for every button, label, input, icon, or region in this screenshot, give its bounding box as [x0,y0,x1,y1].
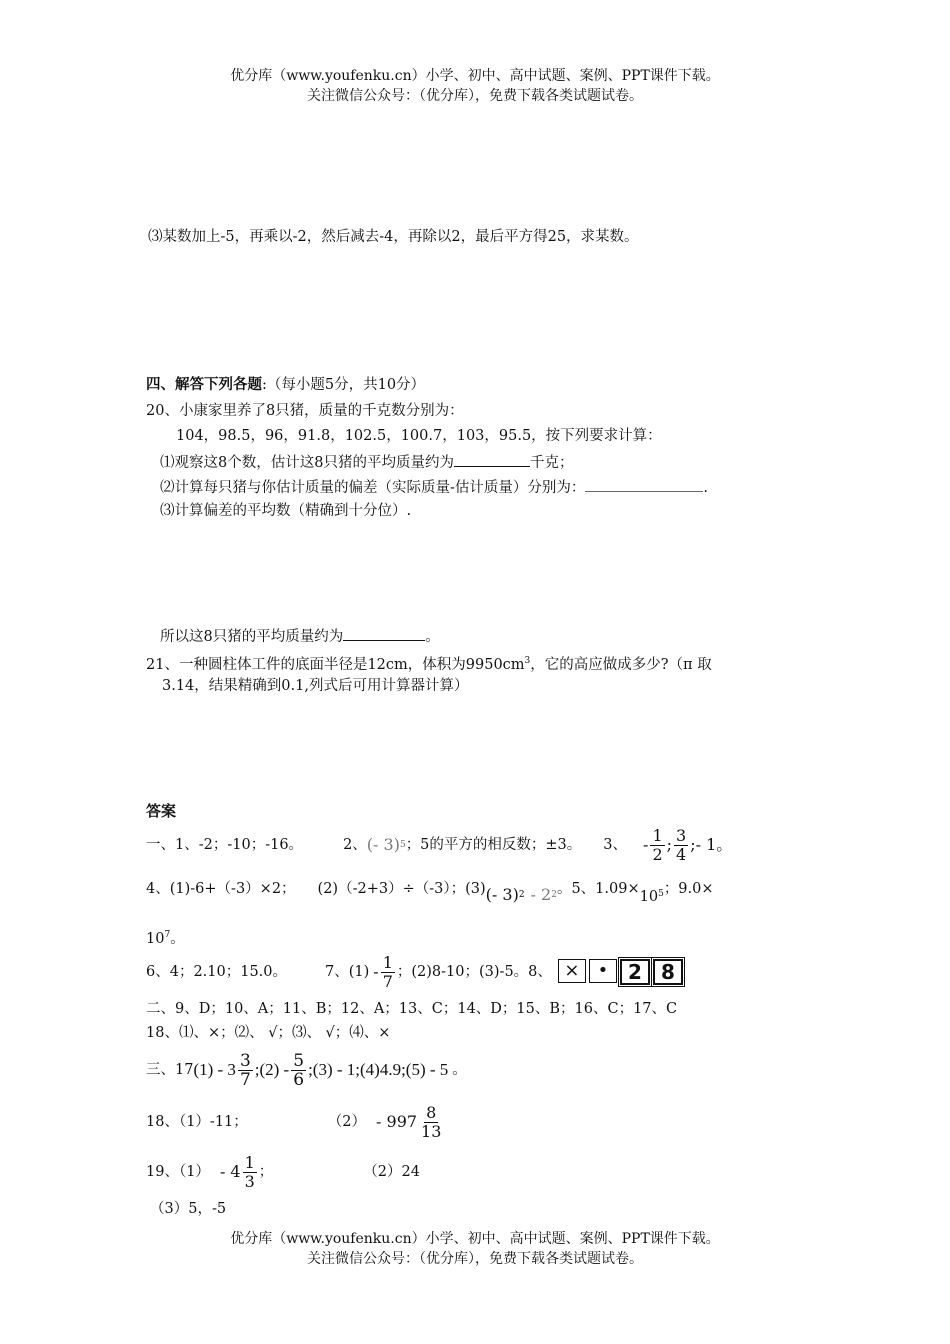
ans1-part-c: ；5的平方的相反数；±3。 [405,837,582,853]
answers-row-8 [146,1100,445,1144]
ans4-f-den: 7 [382,971,393,991]
q20-part-3: ⑶计算偏差的平均数（精确到十分位）. [160,503,412,519]
q20-stem: 20、小康家里养了8只猪，质量的千克数分别为： [146,403,464,419]
ans7-part-a: 三、17 [146,1062,194,1078]
header-line-2: 关注微信公众号：（优分库），免费下载各类试题试卷。 [307,88,643,104]
ans8-f-num: 8 [426,1102,437,1122]
ans4-part-a: 6、4；2.10；15.0。 [146,964,288,980]
q21-cube-sup: 3 [524,656,531,666]
ans9-f-den: 3 [244,1171,255,1191]
ans1-part-a: 一、1、-2；-10；-16。 [146,837,304,853]
ans1-f1-den: 2 [652,844,663,864]
answers-title: 答案 [146,802,177,820]
ans9-part-c: ； [258,1164,274,1180]
section-4-title: 四、解答下列各题 [146,376,262,393]
q21-line-2: 3.14，结果精确到0.1,列式后可用计算器计算） [162,678,469,694]
section-4-heading [146,374,425,396]
header-line-1: 优分库（www.youfenku.cn）小学、初中、高中试题、案例、PPT课件下载。 [230,68,720,84]
q20-part-2 [160,475,708,499]
q20-part-1-text: ⑴观察这8个数，估计这8只猪的平均质量约为 [160,455,454,471]
q20-part-1-unit: 千克； [529,455,574,471]
ans8-f-den: 13 [421,1121,442,1141]
ans9-part-a: 19、（1） [146,1164,210,1180]
ans4-fraction [381,954,395,991]
ans7-f2-num: 5 [293,1050,305,1071]
ans9-f-num: 1 [244,1152,255,1172]
ans1-part-b: 2、 [343,837,367,853]
ans2-part-c: 。5、1.09× [556,881,640,897]
q20-part-1-answer-blank[interactable] [454,450,530,467]
ans1-expr: (- 3) [366,835,400,854]
answers-row-5: 二、9、D；10、A；11、B；12、A；13、C；14、D；15、B；16、C；17、C [146,1001,678,1017]
ans7-part-d: ;(3) - 1;(4)4.9;(5) - 5 [308,1060,449,1079]
answers-row-3 [146,924,185,950]
ans3-base: 10 [146,930,165,947]
ans2-part-b: (2)（-2+3）÷（-3）；(3) [317,881,486,897]
ans1-f2-den: 4 [676,844,687,864]
ans2-expr-1-sup: 2 [518,890,525,900]
q20-part-2-text: ⑵计算每只猪与你估计质量的偏差（实际质量-估计质量）分别为： [160,480,586,496]
q20-part-2-answer-blank[interactable] [585,475,703,492]
q20-conclusion-end: 。 [425,629,440,645]
ans2-expr-2: - 2 [530,885,552,904]
ans9-fraction [243,1154,257,1191]
symbol-box-dot: • [589,959,617,983]
symbol-box-8: 8 [653,959,683,985]
ans8-part-c: - 997 [376,1112,418,1131]
answers-row-10: （3）5，-5 [150,1201,227,1217]
ans1-fraction-2 [674,827,688,864]
ans1-fraction-1 [650,827,664,864]
answers-row-2 [146,876,714,905]
ans4-part-c: ；(2)8-10；(3)-5。8、 [396,964,552,980]
footer-line-2: 关注微信公众号：（优分库），免费下载各类试题试卷。 [307,1251,643,1267]
ans1-f2-num: 3 [676,825,687,845]
ans1-part-d: 3、 [603,837,628,853]
ans1-expr-sup: 5 [399,840,406,850]
answers-row-4 [146,954,686,990]
section-4-note: :（每小题5分，共10分） [262,377,426,393]
ans3-sup: 7 [164,930,171,940]
ans2-expr-2-sup: 2 [551,890,557,900]
ans7-part-c: ;(2) - [254,1060,290,1079]
q20-values: 104，98.5，96，91.8，102.5，100.7，103，95.5，按下列要求计算： [176,428,662,444]
ans8-part-b: （2） [327,1114,367,1130]
ans7-part-e: 。 [452,1062,467,1078]
ans7-f2-den: 6 [293,1069,305,1090]
ans1-minus: - [643,835,649,854]
q20-part-2-end: . [703,480,709,496]
ans7-f1-den: 7 [239,1069,251,1090]
q20-conclusion [160,624,440,648]
q21-line-1 [146,650,712,676]
ans9-part-d: （2）24 [363,1164,420,1180]
q20-part-1 [160,450,573,474]
question-19-3: ⑶某数加上-5，再乘以-2，然后减去-4，再除以2，最后平方得25，求某数。 [148,229,639,245]
answers-row-7 [146,1048,467,1092]
ans1-f1-num: 1 [652,825,663,845]
ans4-part-b: 7、(1) [325,964,370,980]
ans2-power-sup: 5 [658,889,664,899]
answers-row-9 [146,1150,420,1194]
ans8-fraction [419,1104,443,1141]
answers-row-6: 18、⑴、×；⑵、 √；⑶、 √；⑷、× [146,1025,391,1041]
ans4-f-num: 1 [382,952,393,972]
ans3-tail: 。 [170,930,185,947]
ans8-part-a: 18、（1）-11； [146,1114,248,1130]
ans7-fraction-2 [291,1052,306,1089]
footer-line-1: 优分库（www.youfenku.cn）小学、初中、高中试题、案例、PPT课件下载。 [230,1231,720,1247]
ans7-f1-num: 3 [239,1050,251,1071]
q21-text-a: 21、一种圆柱体工件的底面半径是12cm，体积为9950cm [146,656,525,673]
symbol-box-2: 2 [620,959,650,985]
ans1-semicolon: ; [666,835,673,854]
ans1-tail: ;- 1。 [690,835,733,854]
q20-conclusion-answer-blank[interactable] [343,624,425,641]
ans7-part-b: (1) - 3 [193,1060,236,1079]
ans2-power-base: 10 [639,889,659,905]
ans9-part-b: - 4 [219,1162,241,1181]
ans2-part-d: ；9.0× [663,881,714,897]
ans7-fraction-1 [238,1052,253,1089]
answers-row-1 [146,825,733,864]
ans4-symbol-boxes [558,959,686,985]
ans2-part-a: 4、(1)-6+（-3）×2； [146,881,296,897]
q20-conclusion-text: 所以这8只猪的平均质量约为 [160,629,344,645]
q21-text-b: ，它的高应做成多少?（π 取 [530,656,712,673]
symbol-box-times: × [558,959,586,983]
ans2-expr-1: (- 3) [485,885,519,904]
ans4-minus: - [373,962,379,981]
